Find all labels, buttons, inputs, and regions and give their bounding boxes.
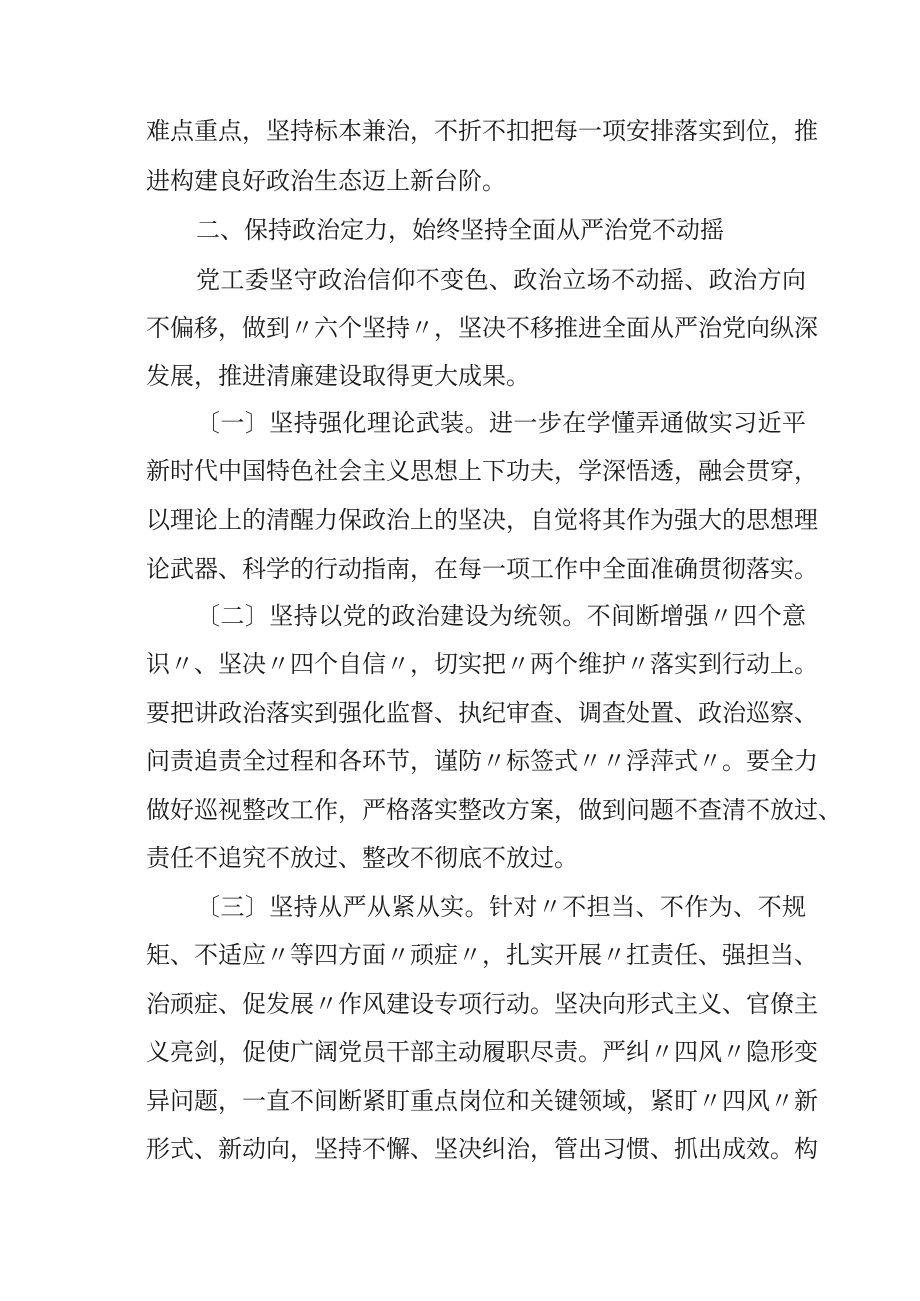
body-text-line: 〔一〕坚持强化理论武装。进一步在学懂弄通做实习近平	[196, 409, 806, 437]
body-text-line: 新时代中国特色社会主义思想上下功夫，学深悟透，融会贯穿，	[146, 457, 818, 485]
body-text-line: 〔三〕坚持从严从紧从实。针对〃不担当、不作为、不规	[196, 893, 806, 921]
body-text-line: 以理论上的清醒力保政治上的坚决，自觉将其作为强大的思想理	[146, 506, 818, 534]
section-heading: 二、保持政治定力，始终坚持全面从严治党不动摇	[196, 216, 724, 244]
body-text-line: 治顽症、促发展〃作风建设专项行动。坚决向形式主义、官僚主	[146, 990, 818, 1018]
body-text-line: 进构建良好政治生态迈上新台阶。	[146, 167, 506, 195]
body-text-line: 〔二〕坚持以党的政治建设为统领。不间断增强〃四个意	[196, 602, 806, 630]
body-text-line: 要把讲政治落实到强化监督、执纪审查、调查处置、政治巡察、	[146, 699, 818, 727]
body-text-line: 党工委坚守政治信仰不变色、政治立场不动摇、政治方向	[196, 266, 806, 294]
body-text-line: 发展，推进清廉建设取得更大成果。	[146, 362, 530, 390]
body-text-line: 识〃、坚决〃四个自信〃，切实把〃两个维护〃落实到行动上。	[146, 650, 818, 678]
body-text-line: 不偏移，做到〃六个坚持〃，坚决不移推进全面从严治党向纵深	[146, 314, 818, 342]
body-text-line: 做好巡视整改工作，严格落实整改方案，做到问题不查清不放过、	[146, 796, 842, 824]
body-text-line: 形式、新动向，坚持不懈、坚决纠治，管出习惯、抓出成效。构	[146, 1135, 818, 1163]
body-text-line: 难点重点，坚持标本兼治，不折不扣把每一项安排落实到位，推	[146, 117, 818, 145]
body-text-line: 义亮剑，促使广阔党员干部主动履职尽责。严纠〃四风〃隐形变	[146, 1038, 818, 1066]
body-text-line: 异问题，一直不间断紧盯重点岗位和关键领域，紧盯〃四风〃新	[146, 1087, 818, 1115]
body-text-line: 问责追责全过程和各环节，谨防〃标签式〃〃浮萍式〃。要全力	[146, 747, 818, 775]
body-text-line: 论武器、科学的行动指南，在每一项工作中全面准确贯彻落实。	[146, 555, 818, 583]
body-text-line: 责任不追究不放过、整改不彻底不放过。	[146, 844, 578, 872]
body-text-line: 矩、不适应〃等四方面〃顽症〃，扎实开展〃扛责任、强担当、	[146, 941, 818, 969]
